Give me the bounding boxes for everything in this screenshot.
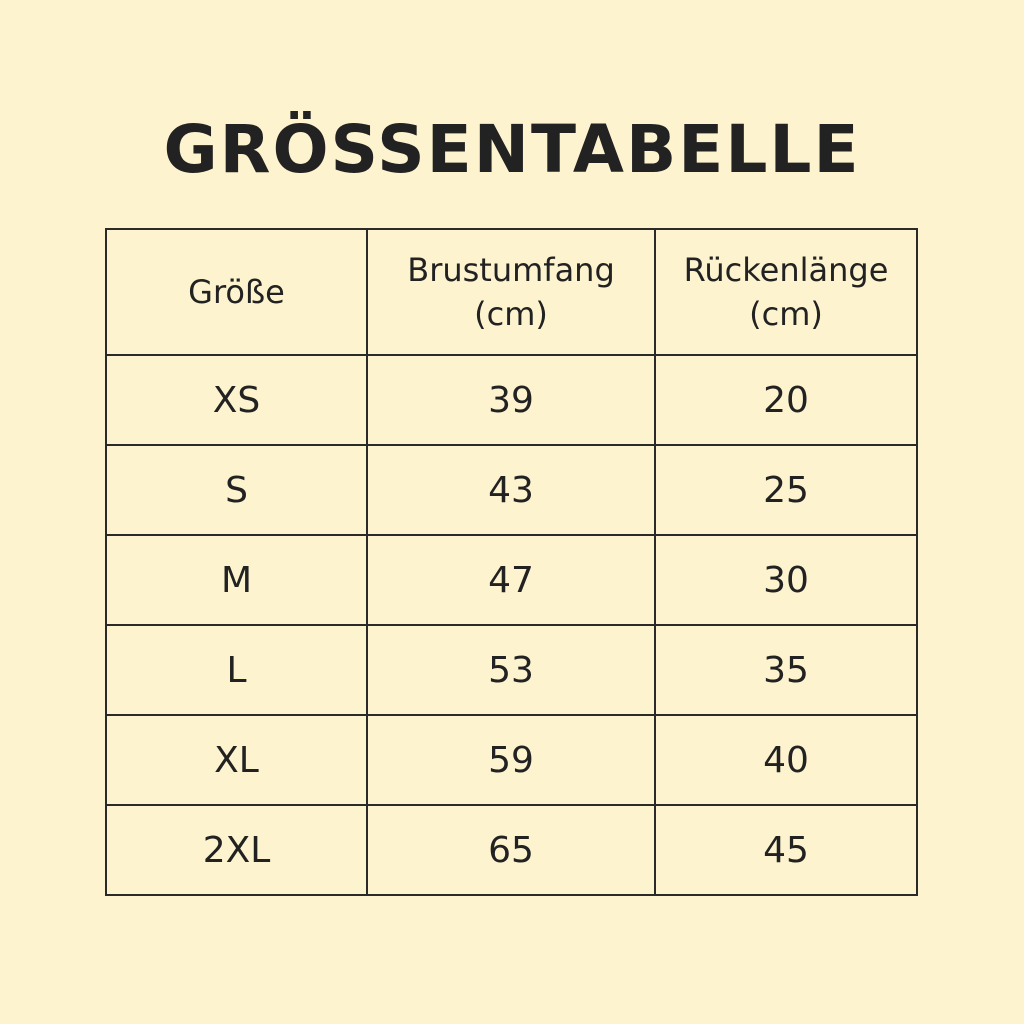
size-table bbox=[105, 228, 918, 896]
chest-cell: 39 bbox=[367, 355, 655, 445]
back-cell: 25 bbox=[655, 445, 917, 535]
header-chest-unit: (cm) bbox=[474, 295, 548, 333]
size-cell: S bbox=[106, 445, 367, 535]
table-row bbox=[106, 625, 917, 715]
back-cell: 40 bbox=[655, 715, 917, 805]
size-cell: L bbox=[106, 625, 367, 715]
header-back-unit: (cm) bbox=[749, 295, 823, 333]
header-chest-label: Brustumfang bbox=[407, 251, 615, 289]
chest-cell: 59 bbox=[367, 715, 655, 805]
table-row bbox=[106, 355, 917, 445]
chest-cell: 53 bbox=[367, 625, 655, 715]
back-cell: 35 bbox=[655, 625, 917, 715]
chest-cell: 43 bbox=[367, 445, 655, 535]
header-back bbox=[655, 229, 917, 355]
table-header-row bbox=[106, 229, 917, 355]
header-chest bbox=[367, 229, 655, 355]
table-row bbox=[106, 535, 917, 625]
table-row bbox=[106, 805, 917, 895]
chest-cell: 65 bbox=[367, 805, 655, 895]
header-size bbox=[106, 229, 367, 355]
table-row bbox=[106, 445, 917, 535]
back-cell: 45 bbox=[655, 805, 917, 895]
header-size-label: Größe bbox=[188, 273, 285, 311]
size-cell: XS bbox=[106, 355, 367, 445]
header-back-label: Rückenlänge bbox=[683, 251, 889, 289]
page-title: GRÖSSENTABELLE bbox=[163, 111, 861, 188]
table-row bbox=[106, 715, 917, 805]
back-cell: 30 bbox=[655, 535, 917, 625]
back-cell: 20 bbox=[655, 355, 917, 445]
size-cell: M bbox=[106, 535, 367, 625]
size-cell: XL bbox=[106, 715, 367, 805]
chest-cell: 47 bbox=[367, 535, 655, 625]
size-cell: 2XL bbox=[106, 805, 367, 895]
